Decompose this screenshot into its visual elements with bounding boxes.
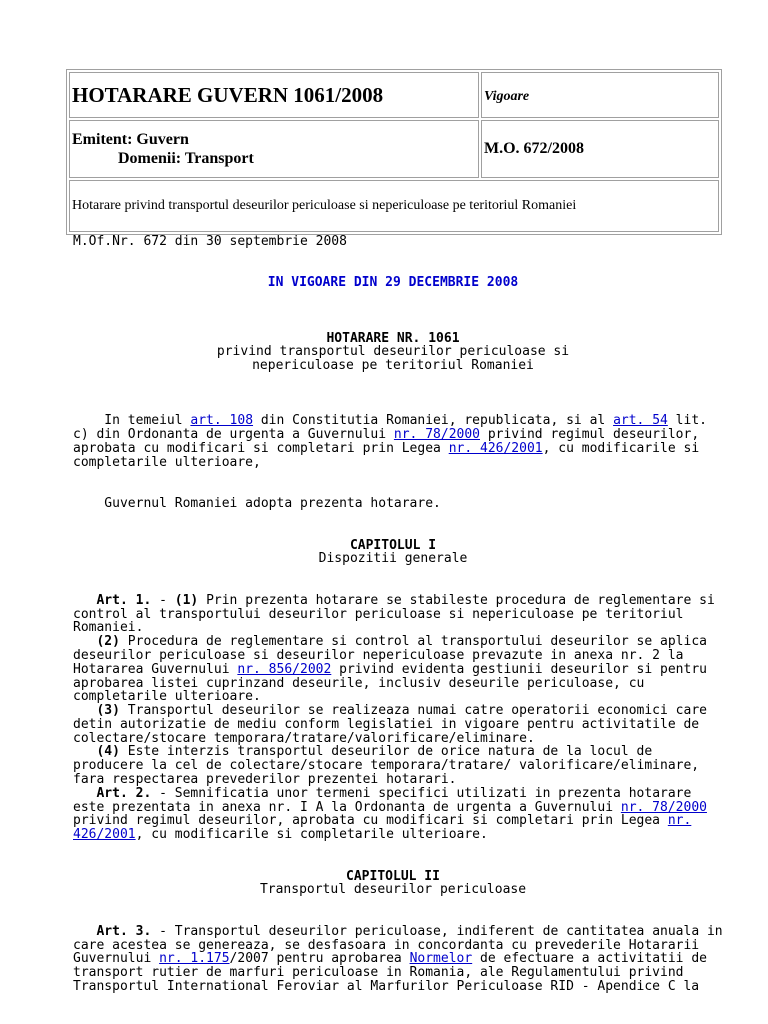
monitorul-oficial-ref: M.O. 672/2008 (481, 120, 719, 178)
capitol-2-subtitle: Transportul deseurilor periculoase (259, 882, 527, 898)
hotarare-subtitle-1: privind transportul deseurilor periculoase si (216, 344, 570, 360)
par-4-label: (4) (96, 744, 120, 760)
par-3-label: (3) (96, 703, 120, 719)
document-header-table (66, 69, 722, 235)
in-vigoare-line: IN VIGOARE DIN 29 DECEMBRIE 2008 (267, 275, 519, 291)
par-2-label: (2) (96, 634, 120, 650)
domenii-label: Domenii: Transport (118, 150, 254, 167)
link-art-108[interactable]: art. 108 (190, 413, 254, 429)
emitent-label: Emitent: Guvern (72, 131, 189, 148)
art-3-label: Art. 3. (96, 923, 152, 939)
link-oug-78-2000-b[interactable]: nr. 78/2000 (620, 799, 707, 815)
mof-line: M.Of.Nr. 672 din 30 septembrie 2008 (73, 234, 347, 249)
art-2-label: Art. 2. (96, 785, 152, 801)
link-art-54[interactable]: art. 54 (613, 413, 668, 429)
hotarare-subtitle-2: nepericuloase pe teritoriul Romaniei (252, 358, 534, 374)
link-lege-426-2001-b-2[interactable]: 426/2001 (73, 827, 136, 843)
art-1-label: Art. 1. (96, 592, 152, 608)
capitol-1-title: CAPITOLUL I (349, 537, 437, 553)
link-hg-1175[interactable]: nr. 1.175 (159, 951, 230, 967)
link-lege-426-2001[interactable]: nr. 426/2001 (448, 440, 543, 456)
par-1-label: (1) (174, 592, 199, 608)
link-oug-78-2000[interactable]: nr. 78/2000 (393, 427, 480, 443)
link-hg-856-2002[interactable]: nr. 856/2002 (237, 661, 332, 677)
document-body: M.Of.Nr. 672 din 30 septembrie 2008 IN VIGOARE DIN 29 DECEMBRIE 2008 HOTARARE NR. 1061 privind transportul deseurilor periculoase si nepericuloase pe teritoriul Romaniei In temeiul art. 108 din Constitutia Romaniei, republicata, si al art. 54 lit. c) din Ordonanta de urgenta a Guvernului nr. 78/2000 privind regimul deseurilor, aprobata cu modificari si completari prin Legea nr. 426/2001, cu modificarile si completarile ulterioare, Guvernul Romaniei adopta prezenta hotarare. CAPITOLUL I Dispozitii generale Art. 1. - (1) Prin prezenta hotarare se stabileste procedura de reglementare si control al transportului deseurilor periculoase si nepericuloase pe teritoriul Romaniei. (2) Procedura de reglementare si control al transportului deseurilor se aplica deseurilor periculoase si deseurilor nepericuloase prevazute in anexa nr. 2 la Hotararea Guvernului nr. 856/2002 privind evidenta gestiunii deseurilor si pentru aprobarea listei cuprinzand deseurile, inclusiv deseurile periculoase, cu completarile ulterioare. (3) Transportul deseurilor se realizeaza numai catre operatorii economici care detin autorizatie de mediu conform legislatiei in vigoare pentru activitatile de colectare/stocare temporara/tratare/valorificare/eliminare. (4) Este interzis transportul deseurilor de orice natura de la locul de producere la cel de colectare/stocare temporara/tratare/ valorificare/eliminare, fara respectarea prevederilor prezentei hotarari. Art. 2. - Semnificatia unor termeni specifici utilizati in prezenta hotarare este prezentata in anexa nr. I A la Ordonanta de urgenta a Guvernului nr. 78/2000 privind regimul deseurilor, aprobata cu modificari si completari prin Legea nr. 426/2001, cu modificarile si completarile ulterioare. CAPITOLUL II Transportul deseurilor periculoase Art. 3. - Transportul deseurilor periculoase, indiferent de cantitatea anuala in care acestea se genereaza, se desfasoara in concordanta cu prevederile Hotararii Guvernului nr. 1.175/2007 pentru aprobarea Normelor de efectuare a activitatii de transport rutier de marfuri periculoase in Romania, ale Regulamentului privind Transportul International Feroviar al Marfurilor Periculoase RID - Apendice C la (73, 234, 723, 995)
capitol-1-subtitle: Dispozitii generale (318, 551, 468, 567)
status-badge: Vigoare (481, 72, 719, 118)
hotarare-title: HOTARARE NR. 1061 (326, 330, 460, 346)
link-lege-426-2001-b-1[interactable]: nr. (667, 813, 692, 829)
emitent-cell (69, 120, 479, 178)
document-title: HOTARARE GUVERN 1061/2008 (69, 72, 479, 118)
document-description: Hotarare privind transportul deseurilor periculoase si nepericuloase pe teritoriul Romaniei (69, 180, 719, 232)
link-normelor[interactable]: Normelor (409, 951, 473, 967)
capitol-2-title: CAPITOLUL II (346, 868, 440, 884)
